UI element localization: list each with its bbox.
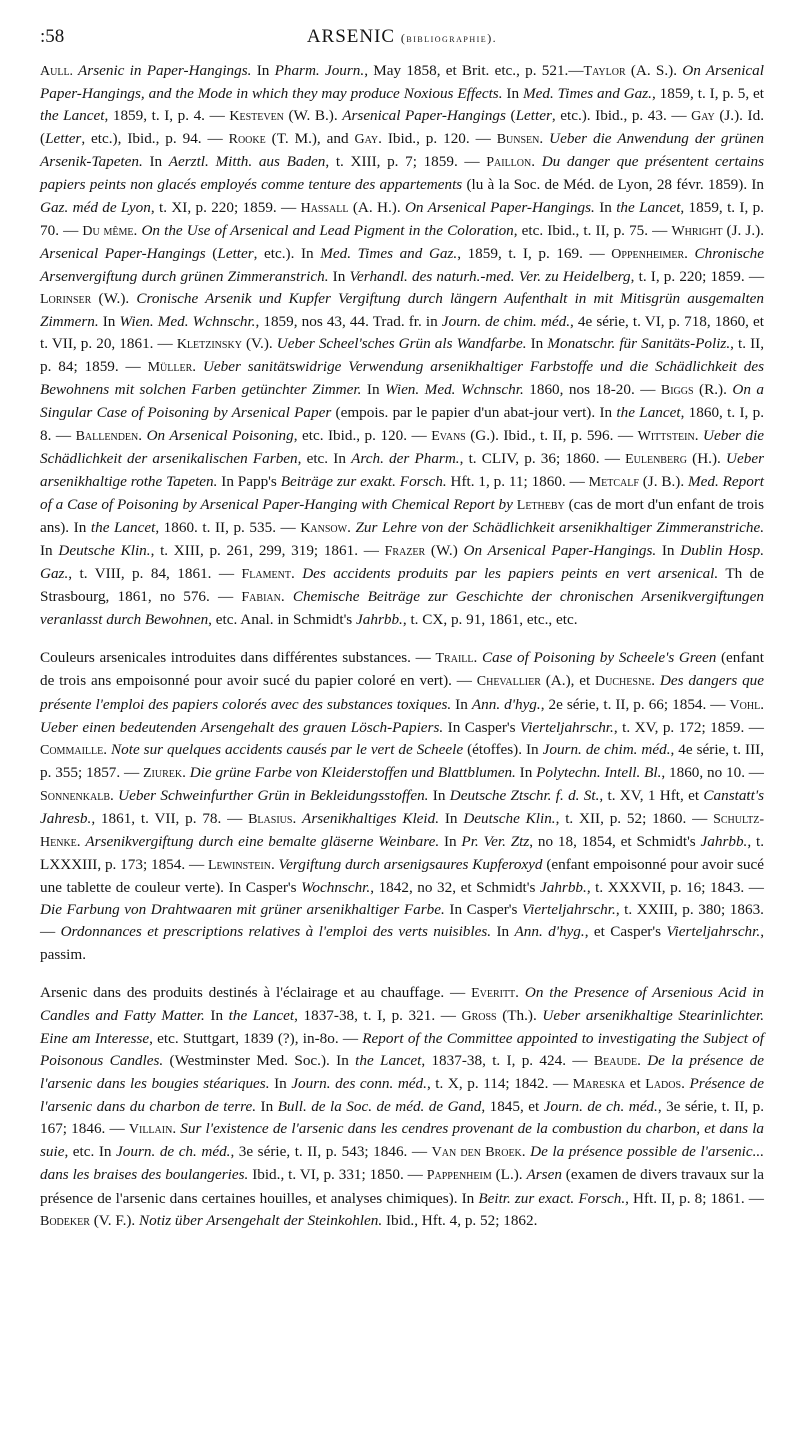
citation-text: . xyxy=(138,426,147,444)
author-name: Frazer xyxy=(384,543,426,559)
journal-title: the Lancet xyxy=(228,1006,295,1024)
citation-text: , t. XI, p. 220; 1859. — xyxy=(150,198,301,216)
journal-title: Beiträge zur exakt. Forsch. xyxy=(280,472,447,490)
author-name: Ziurek xyxy=(143,765,183,781)
journal-title: Ann. d'hyg. xyxy=(471,695,541,713)
work-title: Chemische Beiträge zur Geschichte der chronischen Arsenikvergiftungen veranlasst durch Bewohnen xyxy=(40,588,764,629)
author-name: Ballenden xyxy=(75,428,139,444)
citation-text: , 1837-38, t. I, p. 424. — xyxy=(421,1051,594,1069)
citation-text: (R.). xyxy=(693,381,733,399)
citation-text: In xyxy=(40,541,59,559)
journal-title: Journ. de ch. méd. xyxy=(116,1143,231,1161)
author-name: Mareska xyxy=(572,1077,626,1093)
citation-text: , 1859, t. I, p. 4. — xyxy=(104,107,230,125)
citation-text: . xyxy=(694,426,704,444)
citation-text: ( xyxy=(205,244,218,262)
citation-text: . xyxy=(684,244,695,262)
work-title: Ueber Scheel'sches Grün als Wandfarbe. xyxy=(276,335,527,353)
work-title: Présence de l'arsenic dans du charbon de terre. xyxy=(40,1075,765,1116)
bibliography-section-paper-hangings xyxy=(40,60,764,631)
citation-text: , 3e série, t. II, p. 543; 1846. — xyxy=(230,1143,432,1161)
work-title: Ueber einen bedeutenden Arsengehalt des grauen Lösch-Papiers. xyxy=(40,718,444,736)
citation-text: In xyxy=(502,85,523,103)
citation-text: , 1837-38, t. I, p. 321. — xyxy=(294,1006,462,1024)
author-name: Sonnenkalb xyxy=(40,788,111,804)
citation-text: , 1861, t. VII, p. 78. — xyxy=(91,810,249,827)
journal-title: Jahrbb. xyxy=(356,611,403,629)
work-title: Ueber arsenikhaltige rothe Tapeten. xyxy=(40,449,764,490)
citation-text: . xyxy=(681,1075,690,1093)
citation-text: (enfant empoisonné pour avoir sucé une tablette de couleur verte). In Casper's xyxy=(40,856,764,897)
journal-title: Med. Times and Gaz. xyxy=(320,244,458,262)
citation-text: (A. S.). xyxy=(625,62,683,79)
citation-text: , t. VIII, p. 84, 1861. — xyxy=(68,565,242,583)
running-title-main: ARSENIC xyxy=(306,26,396,47)
citation-text: (J. B.). xyxy=(638,472,689,490)
citation-text: In xyxy=(256,1098,278,1116)
journal-title: Monatschr. für Sanitäts-Poliz. xyxy=(547,335,731,353)
citation-text: Arsenic dans des produits destinés à l'éclairage et au chauffage. — xyxy=(40,983,472,1001)
citation-text: (cas de mort d'un enfant de trois ans). In xyxy=(40,495,764,536)
citation-text: , Hft. II, p. 8; 1861. — xyxy=(625,1189,764,1207)
work-title: Chronische Arsenvergiftung durch grünen Zimmeranstrich. xyxy=(40,244,765,285)
bibliography-section-arsenical-colours xyxy=(40,647,764,965)
author-name: Whright xyxy=(671,223,723,239)
work-title: Arsenical Paper-Hangings xyxy=(40,244,206,262)
journal-title: Jahrbb. xyxy=(539,879,587,897)
citation-text: In xyxy=(269,1075,292,1093)
work-title: On the Presence of Arsenious Acid in Candles and Fatty Matter. xyxy=(40,983,765,1024)
author-name: Commaille xyxy=(40,742,104,758)
citation-text: . xyxy=(515,983,525,1001)
citation-text: , t. I, p. 220; 1859. — xyxy=(630,267,765,285)
citation-text: (Th.). xyxy=(496,1006,543,1024)
work-title: Des accidents produits par les papiers peints en vert arsenical. xyxy=(302,565,719,583)
author-name: Aull. xyxy=(40,64,74,79)
journal-title: the Lancet xyxy=(40,107,105,125)
citation-text: In xyxy=(526,335,548,353)
citation-text: , t. XII, p. 52; 1860. — xyxy=(555,810,714,827)
citation-text: . xyxy=(172,1120,181,1138)
work-title: Die Farbung von Drahtwaaren mit grüner arsenikhaltiger Farbe. xyxy=(40,901,445,919)
work-title: Arsenikvergiftung durch eine bemalte gläserne Weinbare. xyxy=(85,833,440,851)
citation-text: Hft. 1, p. 11; 1860. — xyxy=(446,472,589,490)
journal-title: Journ. des conn. méd. xyxy=(291,1075,427,1093)
work-title: On the Use of Arsenical and Lead Pigment in the Coloration xyxy=(141,221,514,239)
journal-title: Vierteljahrschr. xyxy=(666,923,761,941)
author-name: Gay xyxy=(354,132,379,148)
citation-text: In xyxy=(428,786,450,804)
citation-text: . xyxy=(280,588,293,606)
citation-text: In Casper's xyxy=(443,718,521,736)
journal-title: Gaz. méd de Lyon xyxy=(40,198,151,216)
journal-title: Dublin Hosp. Gaz. xyxy=(40,541,764,583)
author-name: Müller xyxy=(147,360,193,376)
citation-text: , et Casper's xyxy=(584,923,667,941)
citation-text: In xyxy=(328,267,350,285)
running-title-subtitle: (bibliographie). xyxy=(400,31,498,45)
author-name: Bodeker xyxy=(40,1213,90,1229)
journal-title: Verhandl. des naturh.-med. Ver. zu Heidelberg xyxy=(349,267,631,285)
author-name: Du même xyxy=(82,223,134,239)
citation-text: (W.). xyxy=(91,289,137,307)
citation-text: (H.). xyxy=(686,449,727,467)
citation-text: . xyxy=(110,786,119,804)
journal-title: Deutsche Klin. xyxy=(58,541,151,559)
journal-title: Jahrbb. xyxy=(700,833,748,851)
author-name: Flament xyxy=(241,567,291,583)
author-name: Biggs xyxy=(660,383,694,399)
citation-text: , 3e série, t. II, p. 167; 1846. — xyxy=(40,1098,765,1138)
work-title: Ueber die Schädlichkeit der arsenikalischen Farben xyxy=(40,426,765,467)
citation-text: , 1859, t. I, p. 5, et xyxy=(651,85,764,103)
citation-text: In xyxy=(142,153,169,171)
work-title: De la présence possible de l'arsenic... dans les braises des boulangeries. xyxy=(40,1143,765,1184)
author-name: Taylor xyxy=(583,64,626,79)
citation-text: . xyxy=(270,856,279,874)
citation-text: (lu à la Soc. de Méd. de Lyon, 28 févr. 1859). In xyxy=(462,176,764,194)
author-name: Kansow xyxy=(300,520,348,536)
work-title: Notiz über Arsengehalt der Steinkohlen. xyxy=(139,1211,383,1229)
citation-text: (Westminster Med. Soc.). In xyxy=(163,1051,356,1069)
citation-text: , passim. xyxy=(40,923,764,963)
citation-text: , 1842, no 32, et Schmidt's xyxy=(370,879,540,897)
citation-text: , etc. In xyxy=(297,449,352,467)
journal-title: Wien. Med. Wchnschr. xyxy=(119,313,256,331)
journal-title: Pr. Ver. Ztz xyxy=(461,833,530,851)
citation-text: Ibid., Hft. 4, p. 52; 1862. xyxy=(382,1211,538,1229)
work-title: Ueber arsenikhaltige Stearinlichter. Eine am Interesse xyxy=(40,1006,765,1047)
journal-title: the Lancet xyxy=(355,1051,422,1069)
journal-title: Ann. d'hyg. xyxy=(514,923,585,941)
bibliography-section-lighting-heating xyxy=(40,982,764,1233)
work-title: Letter xyxy=(45,130,82,148)
citation-text: , t. XV, p. 172; 1859. — xyxy=(613,718,764,736)
work-title: Ueber sanitätswidrige Verwendung arsenikhaltiger Farbstoffe und die Schädlichkeit des Bewohnens mit solchen Farben getünchter Zimmer. xyxy=(40,358,764,399)
work-title: De la présence de l'arsenic dans les bougies stéariques. xyxy=(40,1051,764,1093)
citation-text: . xyxy=(637,1051,648,1069)
author-name: Kesteven xyxy=(229,109,284,125)
citation-text: . xyxy=(76,833,86,851)
work-title: On Arsenical Paper-Hangings. xyxy=(463,541,657,559)
citation-text: . xyxy=(290,565,303,583)
work-title: Note sur quelques accidents causés par le vert de Scheele xyxy=(111,740,464,758)
author-name: Duchesne xyxy=(595,674,652,690)
citation-text: (A. H.). xyxy=(348,198,405,216)
citation-text: , etc. Ibid., p. 120. — xyxy=(293,426,432,444)
citation-text: , etc. Anal. in Schmidt's xyxy=(208,611,357,629)
author-name: Vohl xyxy=(729,697,761,713)
author-name: Lewinstein xyxy=(207,858,271,874)
author-name: Kletzinsky xyxy=(176,337,242,353)
work-title: On Arsenical Paper-Hangings. xyxy=(404,198,595,216)
citation-text: (étoffes). In xyxy=(463,740,543,758)
work-title: Arsenikhaltiges Kleid. xyxy=(302,810,440,827)
work-title: Sur l'existence de l'arsenic dans les cendres provenant de la combustion du charbon, et dans la suie xyxy=(40,1120,765,1161)
citation-text: Couleurs arsenicales introduites dans différentes substances. — xyxy=(40,649,436,667)
citation-text: . xyxy=(760,695,764,713)
author-name: Everitt xyxy=(471,985,516,1001)
author-name: Schultz-Henke xyxy=(40,812,765,851)
author-name: Hassall xyxy=(300,200,349,216)
citation-text: . xyxy=(347,518,356,536)
citation-text: In xyxy=(656,541,681,559)
citation-text: , no 18, 1854, et Schmidt's xyxy=(529,833,701,851)
journal-title: the Lancet xyxy=(90,518,156,536)
citation-text: . xyxy=(192,358,203,376)
work-title: Ordonnances et prescriptions relatives à l'emploi des verts nuisibles. xyxy=(60,923,492,941)
citation-text: , t. XIII, p. 261, 299, 319; 1861. — xyxy=(150,541,385,559)
citation-text: ( xyxy=(505,107,516,125)
author-name: Wittstein xyxy=(637,428,695,444)
journal-title: Bull. de la Soc. de méd. de Gand xyxy=(277,1098,482,1116)
citation-text: , 1845, et xyxy=(481,1098,544,1116)
citation-text: , t. CLIV, p. 36; 1860. — xyxy=(459,449,626,467)
journal-title: Pharm. Journ. xyxy=(274,62,365,79)
journal-title: Deutsche Klin. xyxy=(463,810,556,827)
journal-title: Arch. der Pharm. xyxy=(351,449,460,467)
citation-text: , etc.). In xyxy=(253,244,321,262)
journal-title: Vierteljahrschr. xyxy=(522,901,616,919)
work-title: Letter xyxy=(515,107,552,125)
citation-text: (G.). Ibid., t. II, p. 596. — xyxy=(465,426,638,444)
work-title: Letter xyxy=(217,244,254,262)
journal-title: Journ. de ch. méd. xyxy=(543,1098,658,1116)
citation-text: In xyxy=(491,923,515,941)
citation-text: , etc. Stuttgart, 1839 (?), in-8o. — xyxy=(149,1029,363,1047)
citation-text: , t. X, p. 114; 1842. — xyxy=(426,1075,573,1093)
citation-text: . xyxy=(531,153,542,171)
citation-text: , etc.), Ibid., p. 94. — xyxy=(81,130,229,148)
author-name: Paillon xyxy=(486,155,532,171)
author-name: Van den Broek xyxy=(431,1145,522,1161)
journal-title: Wien. Med. Wchnschr. xyxy=(385,381,524,399)
journal-title: Wochnschr. xyxy=(301,879,371,897)
citation-text: , May 1858, et Brit. etc., p. 521.— xyxy=(364,62,584,79)
citation-text: (A.), et xyxy=(540,672,596,690)
citation-text: In xyxy=(204,1006,229,1024)
work-title: On Arsenical Paper-Hangings, and the Mode in which they may produce Noxious Effects. xyxy=(40,62,764,103)
author-name: Gross xyxy=(461,1008,497,1024)
citation-text: (W. B.). xyxy=(283,107,343,125)
citation-text: . xyxy=(133,221,142,239)
citation-text: , t. II, p. 84; 1859. — xyxy=(40,335,765,376)
work-title: Arsen xyxy=(526,1166,562,1184)
running-head xyxy=(40,26,764,60)
work-title: Die grüne Farbe von Kleiderstoffen und Blattblumen. xyxy=(189,763,516,781)
author-name: Fabian xyxy=(241,590,281,606)
work-title: Cronische Arsenik und Kupfer Vergiftung durch längern Aufenthalt in mit Mitisgrün ausgemalten Zimmern. xyxy=(40,289,764,331)
citation-text: In xyxy=(439,833,462,851)
citation-text: . xyxy=(473,649,482,667)
journal-title: Vierteljahrschr. xyxy=(520,718,614,736)
citation-text: In Papp's xyxy=(217,472,281,490)
author-name: Traill xyxy=(435,651,474,667)
work-title: Arsenic in Paper-Hangings. xyxy=(73,62,252,79)
author-name: Villain xyxy=(128,1122,173,1138)
citation-text: , t. CX, p. 91, 1861, etc., etc. xyxy=(402,611,578,629)
author-name: Beaude xyxy=(593,1053,638,1069)
citation-text: In xyxy=(361,381,386,399)
citation-text: (J.). Id. ( xyxy=(40,107,764,148)
author-name: Oppenheimer xyxy=(611,246,685,262)
citation-text: (V. F.). xyxy=(89,1211,140,1229)
journal-title: Aerztl. Mitth. aus Baden xyxy=(168,153,326,171)
citation-text: , t. XV, 1 Hft, et xyxy=(599,786,704,804)
citation-text: . xyxy=(103,740,112,758)
author-name: Gay xyxy=(691,109,715,125)
work-title: Case of Poisoning by Scheele's Green xyxy=(481,649,717,667)
citation-text: 1860, nos 18-20. — xyxy=(523,381,661,399)
work-title: On Arsenical Poisoning xyxy=(146,426,294,444)
work-title: Du danger que présentent certains papiers peints non glacés employés comme tenture des appartements xyxy=(40,153,764,194)
citation-text: , t. XXXVII, p. 16; 1843. — xyxy=(586,879,764,897)
citation-text: , 1860, no 10. — xyxy=(661,763,764,781)
citation-text: In xyxy=(98,313,120,331)
citation-text: In xyxy=(451,695,472,713)
author-name: Lorinser xyxy=(40,291,92,307)
citation-text: (J. J.). xyxy=(722,221,764,239)
citation-text: , 1859, t. I, p. 169. — xyxy=(457,244,612,262)
citation-text: . xyxy=(182,763,190,781)
citation-text: . xyxy=(521,1143,531,1161)
citation-text: , etc.). Ibid., p. 43. — xyxy=(551,107,692,125)
author-name: Letheby xyxy=(516,497,565,513)
citation-text: (empois. par le papier d'un abat-jour vert). In xyxy=(331,404,617,422)
citation-text: In xyxy=(251,62,275,79)
author-name: Rooke xyxy=(228,132,266,148)
citation-text: In xyxy=(594,198,617,216)
author-name: Bunsen xyxy=(496,132,540,148)
journal-title: Med. Times and Gaz. xyxy=(522,85,652,103)
citation-text: (L.). xyxy=(491,1166,527,1184)
journal-title: the Lancet xyxy=(616,198,681,216)
author-name: Evans xyxy=(431,428,466,444)
citation-text: , t. XIII, p. 7; 1859. — xyxy=(325,153,487,171)
journal-title: Deutsche Ztschr. f. d. St. xyxy=(449,786,600,804)
author-name: Chevallier xyxy=(476,674,541,690)
work-title: Vergiftung durch arsenigsaures Kupferoxyd xyxy=(278,856,543,874)
work-title: Report of the Committee appointed to investigating the Subject of Poisonous Candles. xyxy=(40,1029,765,1069)
work-title: Ueber Schweinfurther Grün in Bekleidungsstoffen. xyxy=(118,786,429,804)
citation-text: Th de Strasbourg, 1861, no 576. — xyxy=(40,565,764,606)
citation-text: et xyxy=(625,1075,646,1093)
citation-text: . Ibid., p. 120. — xyxy=(378,130,497,148)
running-title xyxy=(100,26,764,48)
author-name: Lados xyxy=(645,1077,682,1093)
journal-title: the Lancet xyxy=(616,404,681,422)
citation-text: In Casper's xyxy=(444,901,523,919)
work-title: Des dangers que présente l'emploi des papiers colorés avec des substances toxiques. xyxy=(40,672,765,713)
work-title: Ueber die Anwendung der grünen Arsenik-Tapeten. xyxy=(40,130,764,171)
work-title: Med. Report of a Case of Poisoning by Arsenical Paper-Hanging with Chemical Report by xyxy=(40,472,764,513)
work-title: Zur Lehre von der Schädlichkeit arsenikhaltiger Zimmeranstriche. xyxy=(355,518,764,536)
citation-text: (enfant de trois ans empoisonné pour avoir sucé du papier coloré en vert). — xyxy=(40,649,764,690)
citation-text: , 1860. t. II, p. 535. — xyxy=(155,518,301,536)
citation-text: , 4e série, t. III, p. 355; 1857. — xyxy=(40,740,765,781)
journal-title: Polytechn. Intell. Bl. xyxy=(536,763,662,781)
citation-text: In xyxy=(515,763,537,781)
citation-text: In xyxy=(439,810,464,827)
citation-text: , 1859, nos 43, 44. Trad. fr. in xyxy=(255,313,442,331)
journal-title: Journ. de chim. méd. xyxy=(441,313,571,331)
citation-text: (examen de divers travaux sur la présence de l'arsenic dans certaines houilles, et analyses chimiques). In xyxy=(40,1166,764,1207)
citation-text: , 2e série, t. II, p. 66; 1854. — xyxy=(540,695,730,713)
citation-text: (W.) xyxy=(425,541,464,559)
citation-text: (T. M.), and xyxy=(265,130,355,148)
author-name: Eulenberg xyxy=(625,451,687,467)
citation-text: . xyxy=(292,810,303,827)
journal-title: Journ. de chim. méd. xyxy=(542,740,671,758)
author-name: Blasius xyxy=(248,812,293,827)
citation-text: (V.). xyxy=(241,335,277,353)
citation-text: , etc. In xyxy=(64,1143,117,1161)
citation-text: , t. LXXXIII, p. 173; 1854. — xyxy=(40,833,764,874)
journal-title: Canstatt's Jahresb. xyxy=(40,786,765,827)
citation-text: , 1859, t. I, p. 70. — xyxy=(40,198,764,239)
author-name: Pappenheim xyxy=(426,1168,492,1184)
citation-text: , 4e série, t. VI, p. 718, 1860, et t. VII, p. 20, 1861. — xyxy=(40,313,765,353)
citation-text: Ibid., t. VI, p. 331; 1850. — xyxy=(248,1166,427,1184)
citation-text: . xyxy=(539,130,550,148)
citation-text: , 1860, t. I, p. 8. — xyxy=(40,404,765,444)
work-title: Arsenical Paper-Hangings xyxy=(342,107,506,125)
citation-text: , etc. Ibid., t. II, p. 75. — xyxy=(513,221,672,239)
journal-title: Beitr. zur exact. Forsch. xyxy=(478,1189,626,1207)
author-name: Metcalf xyxy=(588,474,639,490)
page-number: :58 xyxy=(40,26,65,47)
citation-text: . xyxy=(651,672,660,690)
work-title: On a Singular Case of Poisoning by Arsenical Paper xyxy=(40,381,765,422)
citation-text: , t. XXIII, p. 380; 1863. — xyxy=(40,901,764,941)
